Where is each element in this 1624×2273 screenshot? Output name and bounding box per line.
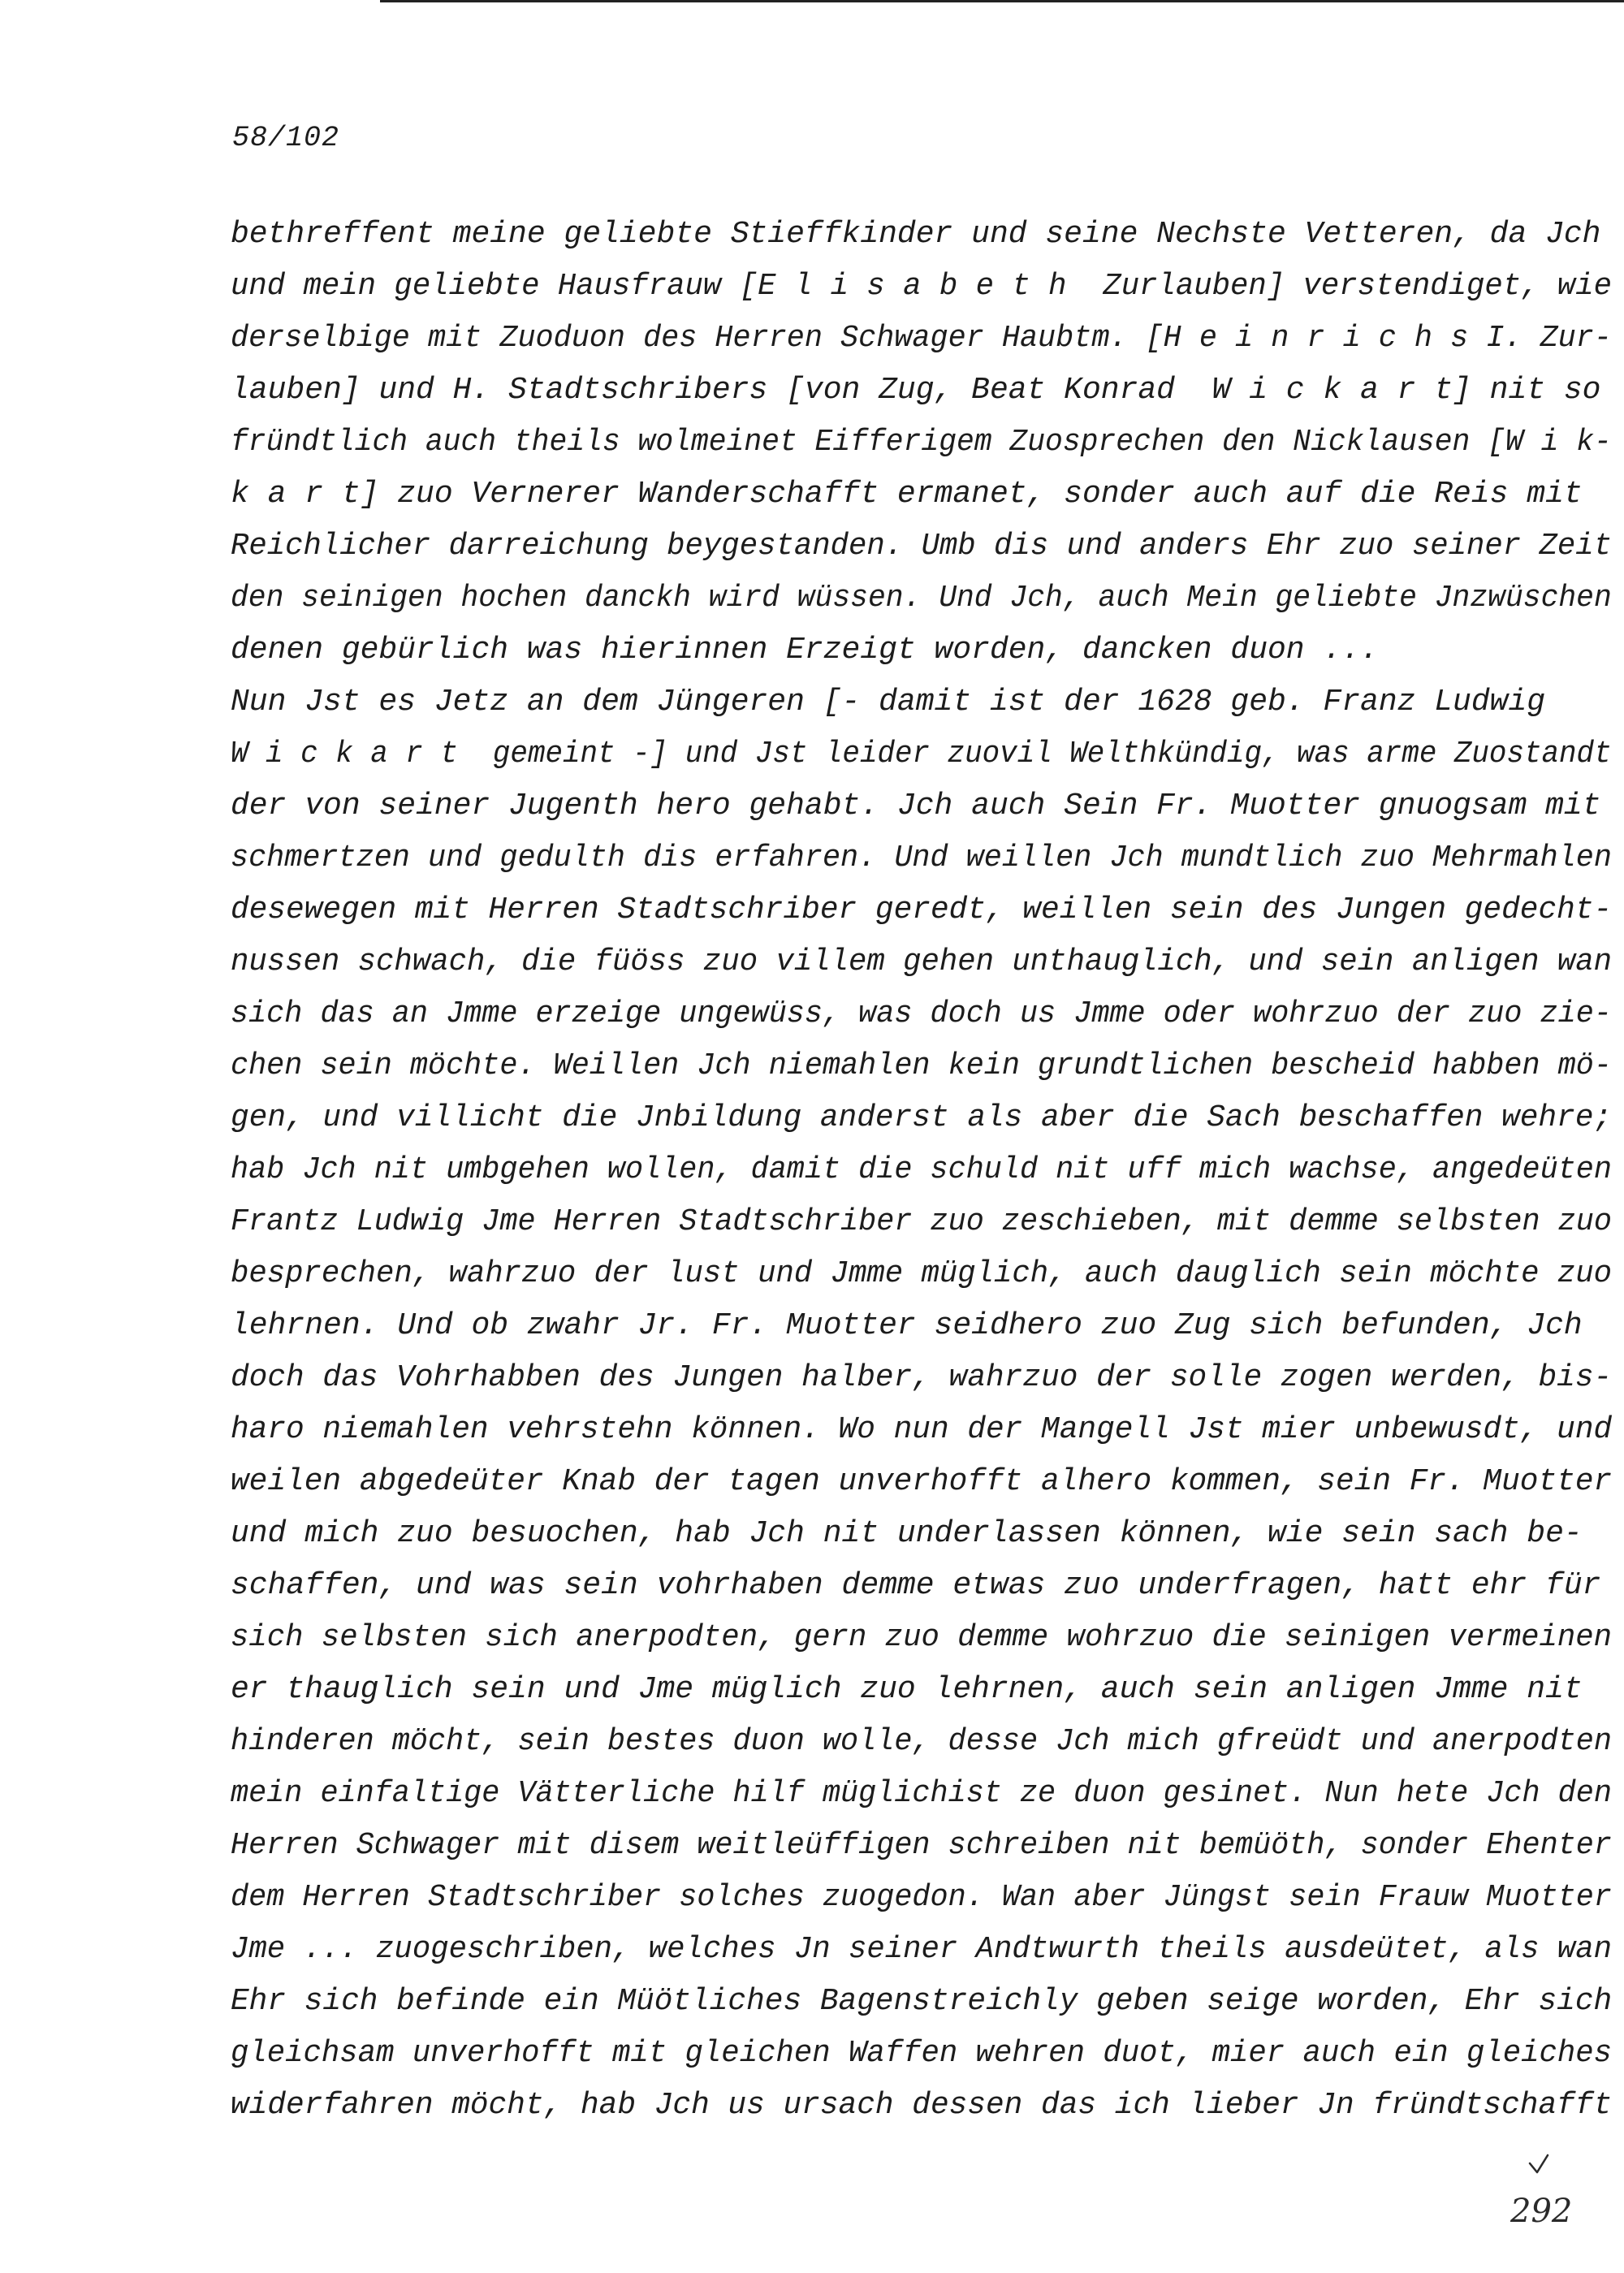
text-line: gen, und villicht die Jnbildung anderst als aber die Sach beschaffen wehre;: [231, 1100, 1613, 1135]
text-line: Frantz Ludwig Jme Herren Stadtschriber zuo zeschieben, mit demme selbsten zuo: [231, 1204, 1612, 1239]
text-line: nussen schwach, die füöss zuo villem gehen unthauglich, und sein anligen wan: [231, 944, 1613, 979]
text-line: hab Jch nit umbgehen wollen, damit die schuld nit uff mich wachse, angedeüten: [231, 1152, 1612, 1187]
text-line: derselbige mit Zuoduon des Herren Schwager Haubtm. [H e i n r i c h s I. Zur-: [231, 321, 1612, 356]
text-line: desewegen mit Herren Stadtschriber geredt, weillen sein des Jungen gedecht-: [231, 892, 1613, 927]
text-line: weilen abgedeüter Knab der tagen unverhofft alhero kommen, sein Fr. Muotter: [231, 1464, 1613, 1499]
text-line: und mein geliebte Hausfrauw [E l i s a b e t h Zurlauben] verstendiget, wie: [231, 269, 1613, 304]
text-line: besprechen, wahrzuo der lust und Jmme müglich, auch dauglich sein möchte zuo: [231, 1256, 1613, 1291]
check-mark-icon: [1528, 2154, 1549, 2175]
text-line: sich selbsten sich anerpodten, gern zuo demme wohrzuo die seinigen vermeinen: [231, 1620, 1613, 1655]
text-line: Nun Jst es Jetz an dem Jüngeren [- damit ist der 1628 geb. Franz Ludwig: [231, 685, 1546, 719]
text-line: dem Herren Stadtschriber solches zuogedon. Wan aber Jüngst sein Frauw Muotter: [231, 1880, 1612, 1915]
text-line: bethreffent meine geliebte Stieffkinder und seine Nechste Vetteren, da Jch: [231, 217, 1601, 252]
text-line: lehrnen. Und ob zwahr Jr. Fr. Muotter seidhero zuo Zug sich befunden, Jch: [231, 1308, 1583, 1343]
folio-number: 292: [1510, 2193, 1573, 2230]
text-line: schmertzen und gedulth dis erfahren. Und weillen Jch mundtlich zuo Mehrmahlen: [231, 840, 1612, 875]
text-line: doch das Vohrhabben des Jungen halber, wahrzuo der solle zogen werden, bis-: [231, 1360, 1613, 1395]
text-line: der von seiner Jugenth hero gehabt. Jch auch Sein Fr. Muotter gnuogsam mit: [231, 789, 1601, 823]
text-line: W i c k a r t gemeint -] und Jst leider zuovil Welthkündig, was arme Zuostandt: [231, 737, 1612, 771]
text-line: denen gebürlich was hierinnen Erzeigt worden, dancken duon ...: [231, 633, 1379, 668]
text-line: Reichlicher darreichung beygestanden. Umb dis und anders Ehr zuo seiner Zeit: [231, 529, 1613, 564]
page-number: 58/102: [232, 122, 340, 154]
text-line: k a r t] zuo Vernerer Wanderschafft ermanet, sonder auch auf die Reis mit: [231, 477, 1583, 512]
text-line: hinderen möcht, sein bestes duon wolle, desse Jch mich gfreüdt und anerpodten: [231, 1724, 1612, 1759]
text-line: lauben] und H. Stadtschribers [von Zug, Beat Konrad W i c k a r t] nit so: [231, 373, 1601, 408]
text-line: mein einfaltige Vätterliche hilf müglichist ze duon gesinet. Nun hete Jch den: [231, 1776, 1612, 1811]
text-line: gleichsam unverhofft mit gleichen Waffen wehren duot, mier auch ein gleiches: [231, 2036, 1613, 2071]
text-line: Ehr sich befinde ein Müötliches Bagenstreichly geben seige worden, Ehr sich: [231, 1984, 1613, 2019]
text-line: schaffen, und was sein vohrhaben demme etwas zuo underfragen, hatt ehr für: [231, 1568, 1601, 1603]
text-line: Herren Schwager mit disem weitleüffigen schreiben nit bemüöth, sonder Ehenter: [231, 1828, 1612, 1863]
top-border-rule: [380, 0, 1624, 2]
text-line: haro niemahlen vehrstehn können. Wo nun der Mangell Jst mier unbewusdt, und: [231, 1412, 1613, 1447]
text-line: Jme ... zuogeschriben, welches Jn seiner Andtwurth theils ausdeütet, als wan: [231, 1932, 1613, 1967]
text-line: chen sein möchte. Weillen Jch niemahlen kein grundtlichen bescheid habben mö-: [231, 1048, 1612, 1083]
text-line: und mich zuo besuochen, hab Jch nit underlassen können, wie sein sach be-: [231, 1516, 1583, 1551]
document-body: [231, 209, 1611, 2132]
text-line: sich das an Jmme erzeige ungewüss, was doch us Jmme oder wohrzuo der zuo zie-: [231, 996, 1612, 1031]
text-line: er thauglich sein und Jme müglich zuo lehrnen, auch sein anligen Jmme nit: [231, 1672, 1583, 1707]
text-line: den seinigen hochen danckh wird wüssen. Und Jch, auch Mein geliebte Jnzwüschen: [231, 581, 1612, 616]
text-line: fründtlich auch theils wolmeinet Eifferigem Zuosprechen den Nicklausen [W i k-: [231, 425, 1612, 460]
text-line: widerfahren möcht, hab Jch us ursach dessen das ich lieber Jn fründtschafft: [231, 2088, 1613, 2123]
